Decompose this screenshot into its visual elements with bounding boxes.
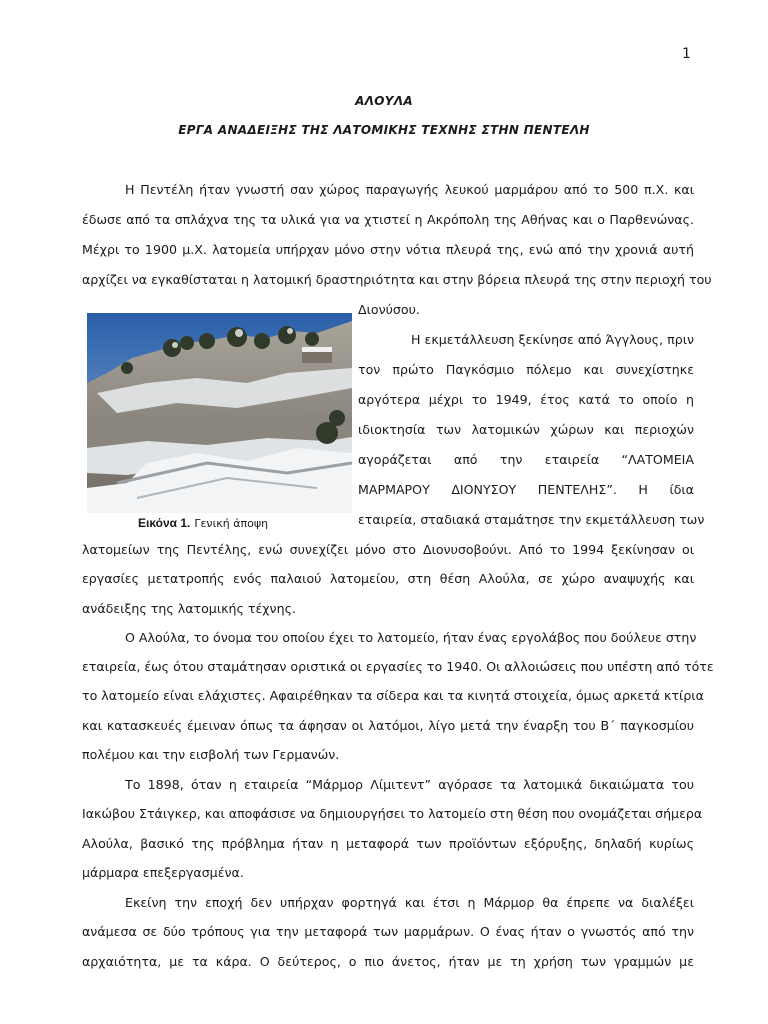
text-line: Η Πεντέλη ήταν γνωστή σαν χώρος παραγωγής λευκού μαρμάρου από το 500 π.Χ. και — [125, 182, 694, 197]
document-title: ΑΛΟΥΛΑ — [355, 94, 413, 108]
page-number: 1 — [682, 46, 691, 62]
text-line: αρχαιότητα, με τα κάρα. Ο δεύτερος, ο πιο άνετος, ήταν με τη χρήση των γραμμών με — [82, 954, 694, 969]
snowy-quarry-photo — [87, 313, 352, 513]
text-line: Διονύσου. — [358, 302, 420, 317]
text-line: Το 1898, όταν η εταιρεία “Μάρμορ Λίμιτεντ” αγόρασε τα λατομικά δικαιώματα του — [125, 777, 694, 792]
text-line: λατομείων της Πεντέλης, ενώ συνεχίζει μόνο στο Διονυσοβούνι. Από το 1994 ξεκίνησαν οι — [82, 542, 694, 557]
text-line: και κατασκευές έμειναν όπως τα άφησαν οι λατόμοι, λίγο μετά την έναρξη του Β΄ παγκοσμίου — [82, 718, 694, 733]
text-line: το λατομείο είναι ελάχιστες. Αφαιρέθηκαν τα σίδερα και τα κινητά στοιχεία, όμως αρκετά κτίρια — [82, 688, 704, 703]
text-line: Ιακώβου Στάιγκερ, και αποφάσισε να δημιουργήσει το λατομείο στη θέση που ονομάζεται σήμερα — [82, 806, 703, 821]
text-line: εταιρεία, σταδιακά σταμάτησε την εκμετάλλευση των — [358, 512, 705, 527]
figure-label: Εικόνα 1. — [138, 516, 191, 530]
figure-image — [87, 313, 352, 513]
figure-caption — [138, 516, 268, 530]
text-line: Εκείνη την εποχή δεν υπήρχαν φορτηγά και έτσι η Μάρμορ θα έπρεπε να διαλέξει — [125, 895, 694, 910]
text-line: αργότερα μέχρι το 1949, έτος κατά το οποίο η — [358, 392, 694, 407]
text-line: μάρμαρα επεξεργασμένα. — [82, 865, 244, 880]
text-line: τον πρώτο Παγκόσμιο πόλεμο και συνεχίστηκε — [358, 362, 694, 377]
text-line: ιδιοκτησία των λατομικών χώρων και περιοχών — [358, 422, 694, 437]
text-line: ανάμεσα σε δύο τρόπους για την μεταφορά των μαρμάρων. Ο ένας ήταν ο γνωστός από την — [82, 924, 694, 939]
text-line: εταιρεία, έως ότου σταμάτησαν οριστικά οι εργασίες το 1940. Οι αλλοιώσεις που υπέστη από τότε — [82, 659, 714, 674]
text-line: αγοράζεται από την εταιρεία “ΛΑΤΟΜΕΙΑ — [358, 452, 694, 467]
text-line: εργασίες μετατροπής ενός παλαιού λατομείου, στη θέση Αλούλα, σε χώρο αναψυχής και — [82, 571, 694, 586]
text-line: Αλούλα, βασικό της πρόβλημα ήταν η μεταφορά των προϊόντων εξόρυξης, δηλαδή κυρίως — [82, 836, 694, 851]
text-line: Η εκμετάλλευση ξεκίνησε από Άγγλους, πριν — [411, 332, 694, 347]
text-line: ανάδειξης της λατομικής τέχνης. — [82, 601, 296, 616]
text-line: ΜΑΡΜΑΡΟΥ ΔΙΟΝΥΣΟΥ ΠΕΝΤΕΛΗΣ”. Η ίδια — [358, 482, 694, 497]
text-line: αρχίζει να εγκαθίσταται η λατομική δραστηριότητα και στην βόρεια πλευρά της στην περιοχή του — [82, 272, 712, 287]
figure-caption-text: Γενική άποψη — [194, 517, 269, 530]
text-line: Μέχρι το 1900 μ.Χ. λατομεία υπήρχαν μόνο στην νότια πλευρά της, ενώ από την χρονιά αυτή — [82, 242, 694, 257]
document-subtitle: ΕΡΓΑ ΑΝΑΔΕΙΞΗΣ ΤΗΣ ΛΑΤΟΜΙΚΗΣ ΤΕΧΝΗΣ ΣΤΗΝ ΠΕΝΤΕΛΗ — [178, 123, 590, 137]
text-line: έδωσε από τα σπλάχνα της τα υλικά για να χτιστεί η Ακρόπολη της Αθήνας και ο Παρθενώνας. — [82, 212, 694, 227]
text-line: πολέμου και την εισβολή των Γερμανών. — [82, 747, 340, 762]
text-line: Ο Αλούλα, το όνομα του οποίου έχει το λατομείο, ήταν ένας εργολάβος που δούλευε στην — [125, 630, 697, 645]
